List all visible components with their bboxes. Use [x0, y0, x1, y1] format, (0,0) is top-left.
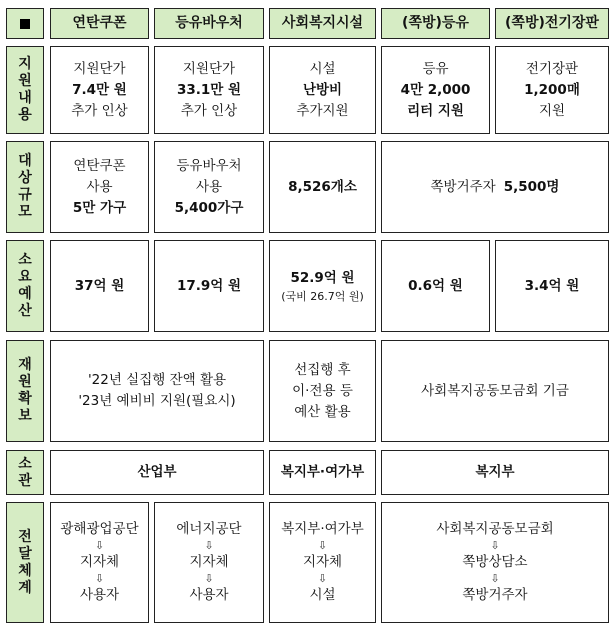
row-label-scale: 대 상 규 모: [6, 141, 44, 233]
funding-cell-welfare-facility: 선집행 후 이·전용 등 예산 활용: [269, 340, 376, 442]
support-cell-jjokbang-kerosene: 등유 4만 2,000 리터 지원: [381, 46, 490, 134]
down-arrow-icon: ⇩: [204, 572, 214, 585]
support-cell-briquette: 지원단가 7.4만 원 추가 인상: [50, 46, 149, 134]
budget-cell-welfare-facility: 52.9억 원 (국비 26.7억 원): [269, 240, 376, 332]
budget-cell-kerosene-voucher: 17.9억 원: [154, 240, 264, 332]
ministry-cell-welfare: 복지부: [381, 450, 609, 495]
budget-cell-briquette: 37억 원: [50, 240, 149, 332]
delivery-cell-briquette: 광해광업공단 ⇩ 지자체 ⇩ 사용자: [50, 502, 149, 623]
delivery-cell-welfare-facility: 복지부·여가부 ⇩ 지자체 ⇩ 시설: [269, 502, 376, 623]
ministry-cell-welfare-gender: 복지부·여가부: [269, 450, 376, 495]
support-cell-electric-mat: 전기장판 1,200매 지원: [495, 46, 609, 134]
down-arrow-icon: ⇩: [317, 539, 328, 552]
row-label-ministry: 소 관: [6, 450, 44, 495]
row-label-funding: 재 원 확 보: [6, 340, 44, 442]
support-cell-welfare-facility: 시설 난방비 추가지원: [269, 46, 376, 134]
down-arrow-icon: ⇩: [94, 539, 105, 552]
down-arrow-icon: ⇩: [317, 572, 328, 585]
header-kerosene-voucher: 등유바우처: [154, 8, 264, 39]
corner-cell: [6, 8, 44, 39]
row-label-support: 지 원 내 용: [6, 46, 44, 134]
scale-cell-briquette: 연탄쿠폰 사용 5만 가구: [50, 141, 149, 233]
funding-cell-jjokbang: 사회복지공동모금회 기금: [381, 340, 609, 442]
down-arrow-icon: ⇩: [204, 539, 214, 552]
funding-cell-industry: '22년 실집행 잔액 활용 '23년 예비비 지원(필요시): [50, 340, 264, 442]
row-label-delivery: 전 달 체 계: [6, 502, 44, 623]
header-briquette-coupon: 연탄쿠폰: [50, 8, 149, 39]
budget-cell-jjokbang-kerosene: 0.6억 원: [381, 240, 490, 332]
scale-cell-jjokbang: 쪽방거주자 5,500명: [381, 141, 609, 233]
support-cell-kerosene-voucher: 지원단가 33.1만 원 추가 인상: [154, 46, 264, 134]
down-arrow-icon: ⇩: [490, 572, 500, 585]
delivery-cell-jjokbang: 사회복지공동모금회 ⇩ 쪽방상담소 ⇩ 쪽방거주자: [381, 502, 609, 623]
header-jjokbang-electric-mat: (쪽방)전기장판: [495, 8, 609, 39]
scale-cell-welfare-facility: 8,526개소: [269, 141, 376, 233]
header-welfare-facility: 사회복지시설: [269, 8, 376, 39]
ministry-cell-industry: 산업부: [50, 450, 264, 495]
scale-cell-kerosene-voucher: 등유바우처 사용 5,400가구: [154, 141, 264, 233]
delivery-cell-kerosene-voucher: 에너지공단 ⇩ 지자체 ⇩ 사용자: [154, 502, 264, 623]
header-jjokbang-kerosene: (쪽방)등유: [381, 8, 490, 39]
down-arrow-icon: ⇩: [94, 572, 105, 585]
corner-square-icon: [20, 19, 30, 29]
down-arrow-icon: ⇩: [490, 539, 500, 552]
row-label-budget: 소 요 예 산: [6, 240, 44, 332]
budget-cell-electric-mat: 3.4억 원: [495, 240, 609, 332]
